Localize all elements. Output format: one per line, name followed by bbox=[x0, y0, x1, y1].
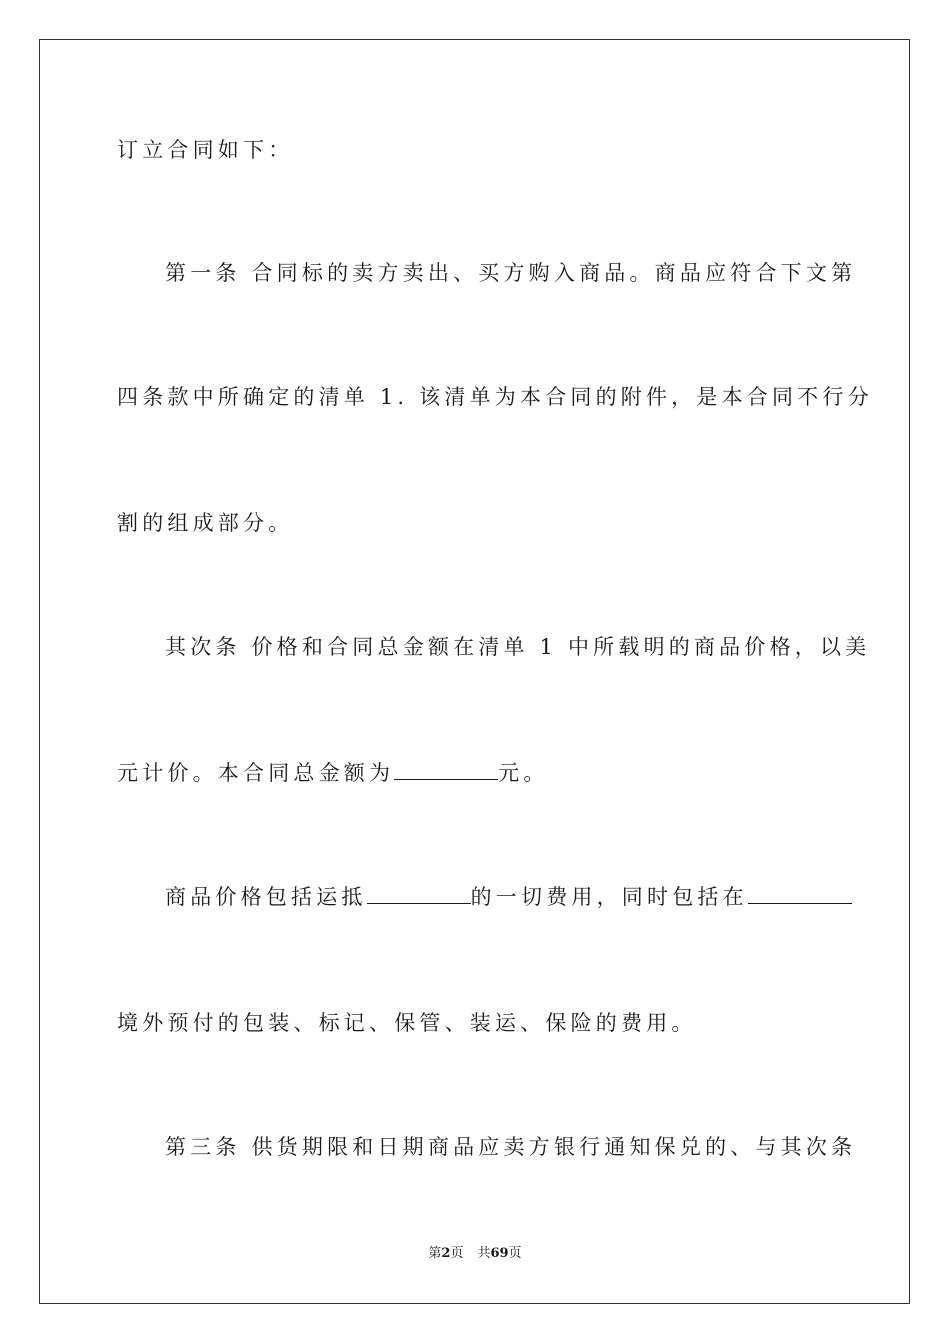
paragraph-line: 四条款中所确定的清单 1. 该清单为本合同的附件，是本合同不行分 bbox=[117, 385, 873, 409]
footer-text: 第 bbox=[428, 1246, 442, 1261]
paragraph-line: 订立合同如下： bbox=[117, 138, 294, 162]
page-border bbox=[39, 39, 910, 1304]
fill-blank bbox=[367, 883, 471, 904]
paragraph-line: 割的组成部分。 bbox=[117, 511, 294, 535]
fill-blank bbox=[748, 883, 852, 904]
line-text: 商品价格包括运抵 bbox=[165, 885, 367, 909]
paragraph-line: 第一条 合同标的卖方卖出、买方购入商品。商品应符合下文第 bbox=[165, 261, 857, 285]
paragraph-line: 其次条 价格和合同总金额在清单 1 中所载明的商品价格，以美 bbox=[165, 635, 871, 659]
line-text: 的一切费用，同时包括在 bbox=[470, 885, 748, 909]
line-text: 元。 bbox=[498, 761, 549, 785]
paragraph-line: 境外预付的包装、标记、保管、装运、保险的费用。 bbox=[117, 1011, 697, 1035]
footer-text: 页 bbox=[450, 1246, 464, 1261]
footer-text: 共 bbox=[477, 1246, 491, 1261]
paragraph-line bbox=[117, 758, 837, 788]
line-text: 元计价。本合同总金额为 bbox=[117, 761, 395, 785]
footer-text: 页 bbox=[508, 1246, 522, 1261]
total-page-number: 69 bbox=[490, 1246, 509, 1261]
current-page-number: 2 bbox=[441, 1246, 451, 1261]
paragraph-line: 第三条 供货期限和日期商品应卖方银行通知保兑的、与其次条 bbox=[165, 1135, 857, 1159]
page-footer bbox=[0, 1245, 950, 1263]
paragraph-line bbox=[165, 882, 885, 912]
fill-blank bbox=[394, 759, 498, 780]
